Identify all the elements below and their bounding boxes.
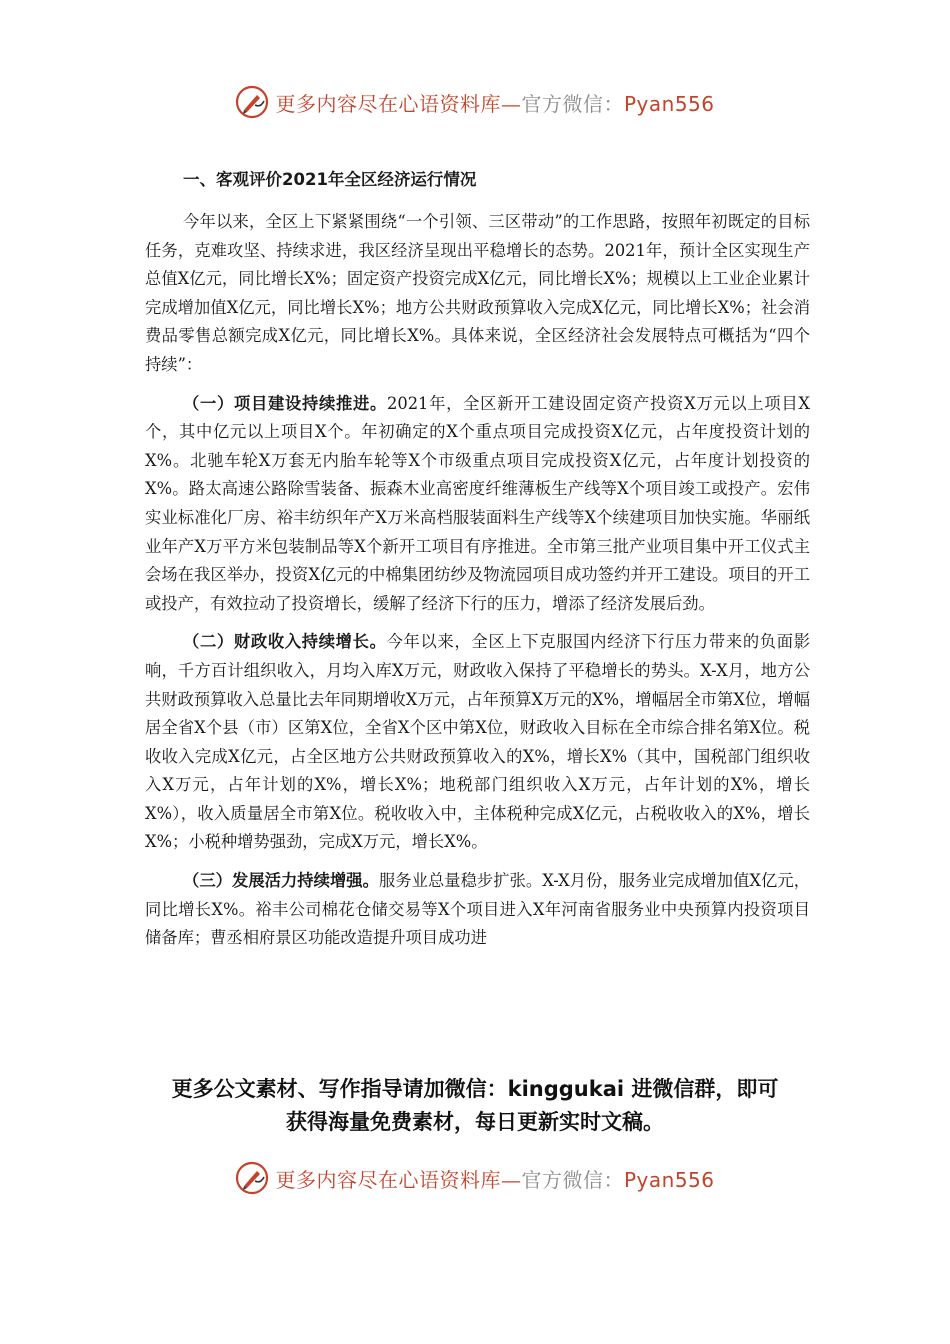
promo-line-2: 获得海量免费素材，每日更新实时文稿。 [286,1110,664,1134]
paragraph-lead: （三）发展活力持续增强。 [183,871,379,891]
paragraph-lead: （二）财政收入持续增长。 [183,632,387,652]
paragraph-development-vitality [145,867,810,953]
banner-wechat-id: Pyan556 [623,1167,715,1192]
paragraph-fiscal-revenue [145,628,810,857]
promo-line-1: 更多公文素材、写作指导请加微信：kinggukai 进微信群，即可 [171,1077,779,1101]
section-heading: 一、客观评价2021年全区经济运行情况 [183,170,477,189]
banner-wechat-id: Pyan556 [623,91,715,116]
document-body [145,166,810,953]
paragraph-body: 今年以来，全区上下克服国内经济下行压力带来的负面影响，千方百计组织收入，月均入库X万元，财政收入保持了平稳增长的势头。X-X月，地方公共财政预算收入总量比去年同期增收X万元，占年预算X万元的X%，增幅居全市第X位，增幅居全省X个县（市）区第X位，全省X个区中第X位，财政收入目标在全市综合排名第X位。税收收入完成X亿元，占全区地方公共财政预算收入的X%，增长X%（其中，国税部门组织收入X万元，占年计划的X%，增长X%；地税部门组织收入X万元，占年计划的X%，增长X%），收入质量居全市第X位。税收收入中，主体税种完成X亿元，占税收收入的X%，增长X%；小税种增势强劲，完成X万元，增长X%。 [145,632,810,852]
banner-dash: — [500,91,522,116]
paragraph-project-construction [145,390,810,619]
paragraph-body: 2021年，全区新开工建设固定资产投资X万元以上项目X个，其中亿元以上项目X个。年初确定的X个重点项目完成投资X亿元，占年度投资计划的X%。北驰车轮X万套无内胎车轮等X个市级重点项目完成投资X亿元，占年度计划投资的X%。路太高速公路除雪装备、振森木业高密度纤维薄板生产线等X个项目竣工或投产。宏伟实业标准化厂房、裕丰纺织年产X万米高档服装面料生产线等X个续建项目加快实施。华丽纸业年产X万平方米包装制品等X个新开工项目有序推进。全市第三批产业项目集中开工仪式主会场在我区举办，投资X亿元的中棉集团纺纱及物流园项目成功签约并开工建设。项目的开工或投产，有效拉动了投资增长，缓解了经济下行的压力，增添了经济发展后劲。 [145,393,810,613]
banner-main-text: 更多内容尽在心语资料库 [275,91,501,116]
banner-label: 官方微信： [521,1167,624,1192]
intro-paragraph: 今年以来，全区上下紧紧围绕“一个引领、三区带动”的工作思路，按照年初既定的目标任务，克难攻坚、持续求进，我区经济呈现出平稳增长的态势。2021年，预计全区实现生产总值X亿元，同比增长X%；固定资产投资完成X亿元，同比增长X%；规模以上工业企业累计完成增加值X亿元，同比增长X%；地方公共财政预算收入完成X亿元，同比增长X%；社会消费品零售总额完成X亿元，同比增长X%。具体来说，全区经济社会发展特点可概括为“四个持续”： [145,212,810,374]
banner-main-text: 更多内容尽在心语资料库 [275,1167,501,1192]
pen-logo-icon [235,1161,269,1195]
paragraph-body: 服务业总量稳步扩张。X-X月份，服务业完成增加值X亿元，同比增长X%。裕丰公司棉花仓储交易等X个项目进入X年河南省服务业中央预算内投资项目储备库；曹丞相府景区功能改造提升项目成功进 [145,871,810,948]
banner-dash: — [500,1167,522,1192]
banner-label: 官方微信： [521,91,624,116]
paragraph-lead: （一）项目建设持续推进。 [183,393,387,413]
top-banner [0,82,950,122]
promo-block [0,1073,950,1139]
pen-logo-icon [235,85,269,119]
banner-text [275,1164,714,1193]
banner-text [275,88,714,117]
bottom-banner [0,1158,950,1198]
